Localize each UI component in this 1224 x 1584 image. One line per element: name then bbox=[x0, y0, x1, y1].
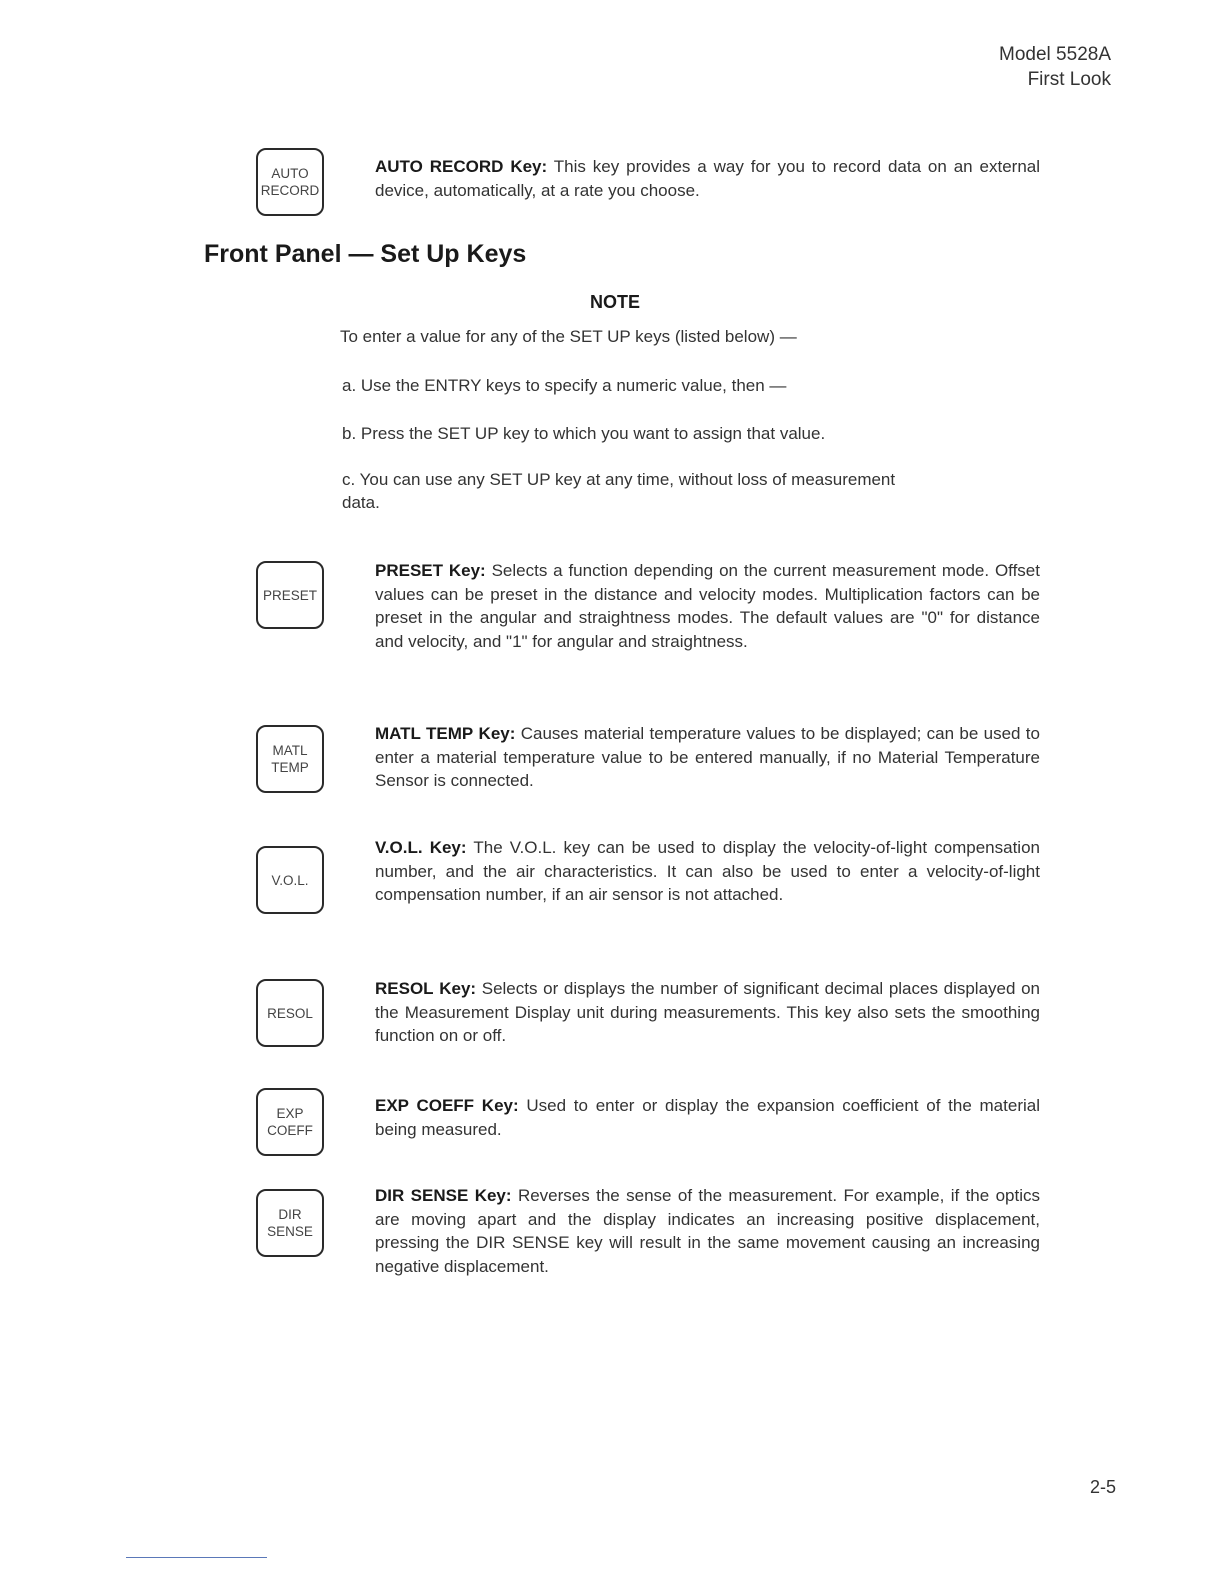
key-icon-label-line: RESOL bbox=[267, 1005, 313, 1021]
vol-description bbox=[375, 836, 1040, 907]
key-description-text: Selects a function depending on the current measurement mode. Offset values can be preset in the distance and velocity modes. Multiplication factors can be preset in the angular and straightness modes. The default values are "0" for distance and velocity, and "1" for angular and straightness. bbox=[375, 561, 1040, 651]
header-model: Model 5528A bbox=[999, 44, 1111, 65]
exp-coeff-description bbox=[375, 1094, 1040, 1141]
key-name: AUTO RECORD bbox=[375, 157, 504, 176]
vol-key-icon bbox=[256, 846, 324, 914]
key-icon-label-line: COEFF bbox=[267, 1123, 313, 1138]
key-name: V.O.L. bbox=[375, 838, 423, 857]
dir-sense-description bbox=[375, 1184, 1040, 1278]
key-word: Key: bbox=[429, 838, 467, 857]
preset-key-icon bbox=[256, 561, 324, 629]
key-name: EXP COEFF bbox=[375, 1096, 475, 1115]
note-item-b: b. Press the SET UP key to which you want to assign that value. bbox=[342, 424, 826, 443]
key-word: Key: bbox=[448, 561, 486, 580]
matl-temp-description bbox=[375, 722, 1040, 793]
key-icon-label-line: PRESET bbox=[262, 587, 317, 603]
key-word: Key: bbox=[474, 1186, 512, 1205]
key-word: Key: bbox=[478, 724, 516, 743]
note-item-c: c. You can use any SET UP key at any time, without loss of measurement data. bbox=[342, 470, 896, 512]
resol-key-icon bbox=[256, 979, 324, 1047]
key-icon-label-line: V.O.L. bbox=[271, 872, 309, 888]
key-description-text: This key provides a way for you to record data on an external device, automatically, at a rate you choose. bbox=[375, 157, 1041, 200]
dir-sense-key-icon bbox=[256, 1189, 324, 1257]
key-description-text: Selects or displays the number of significant decimal places displayed on the Measurement Display unit during measurements. This key also sets the smoothing function on or off. bbox=[375, 979, 1040, 1045]
key-description-text: Causes material temperature values to be displayed; can be used to enter a material temperature value to be entered manually, if no Material Temperature Sensor is connected. bbox=[375, 724, 1040, 790]
auto-record-description bbox=[375, 155, 1040, 202]
matl-temp-key-icon bbox=[256, 725, 324, 793]
exp-coeff-key-icon bbox=[256, 1088, 324, 1156]
key-description-text: Used to enter or display the expansion coefficient of the material being measured. bbox=[375, 1096, 1040, 1139]
key-icon-label-line: MATL bbox=[272, 743, 308, 758]
section-title: Front Panel — Set Up Keys bbox=[204, 240, 527, 268]
key-icon-label-line: RECORD bbox=[260, 183, 320, 198]
note-title: NOTE bbox=[590, 292, 641, 312]
resol-description bbox=[375, 977, 1040, 1048]
key-word: Key: bbox=[510, 157, 548, 176]
key-icon-label-line: TEMP bbox=[271, 760, 309, 775]
key-name: PRESET bbox=[375, 561, 444, 580]
key-name: RESOL bbox=[375, 979, 434, 998]
key-name: MATL TEMP bbox=[375, 724, 474, 743]
key-icon-label-line: EXP bbox=[276, 1106, 304, 1121]
key-icon-label-line: SENSE bbox=[267, 1224, 313, 1239]
footer-rule bbox=[126, 1557, 267, 1558]
note-intro: To enter a value for any of the SET UP keys (listed below) — bbox=[340, 327, 797, 346]
preset-description bbox=[375, 559, 1040, 653]
key-icon-label-line: DIR bbox=[278, 1207, 302, 1222]
key-word: Key: bbox=[439, 979, 477, 998]
page-number: 2-5 bbox=[1089, 1477, 1116, 1497]
key-name: DIR SENSE bbox=[375, 1186, 469, 1205]
key-word: Key: bbox=[481, 1096, 519, 1115]
auto-record-key-icon bbox=[256, 148, 324, 216]
note-item-a: a. Use the ENTRY keys to specify a numeric value, then — bbox=[342, 376, 787, 395]
key-description-text: The V.O.L. key can be used to display the velocity-of-light compensation number, and the air characteristics. It can also be used to enter a velocity-of-light compensation number, if an air sensor is not attached. bbox=[375, 838, 1040, 904]
key-icon-label-line: AUTO bbox=[271, 166, 309, 181]
key-description-text: Reverses the sense of the measurement. For example, if the optics are moving apart and the display indicates an increasing positive displacement, pressing the DIR SENSE key will result in the same movement causing an increasing negative displacement. bbox=[375, 1186, 1040, 1276]
page-header bbox=[999, 42, 1111, 92]
header-section: First Look bbox=[1027, 69, 1111, 90]
